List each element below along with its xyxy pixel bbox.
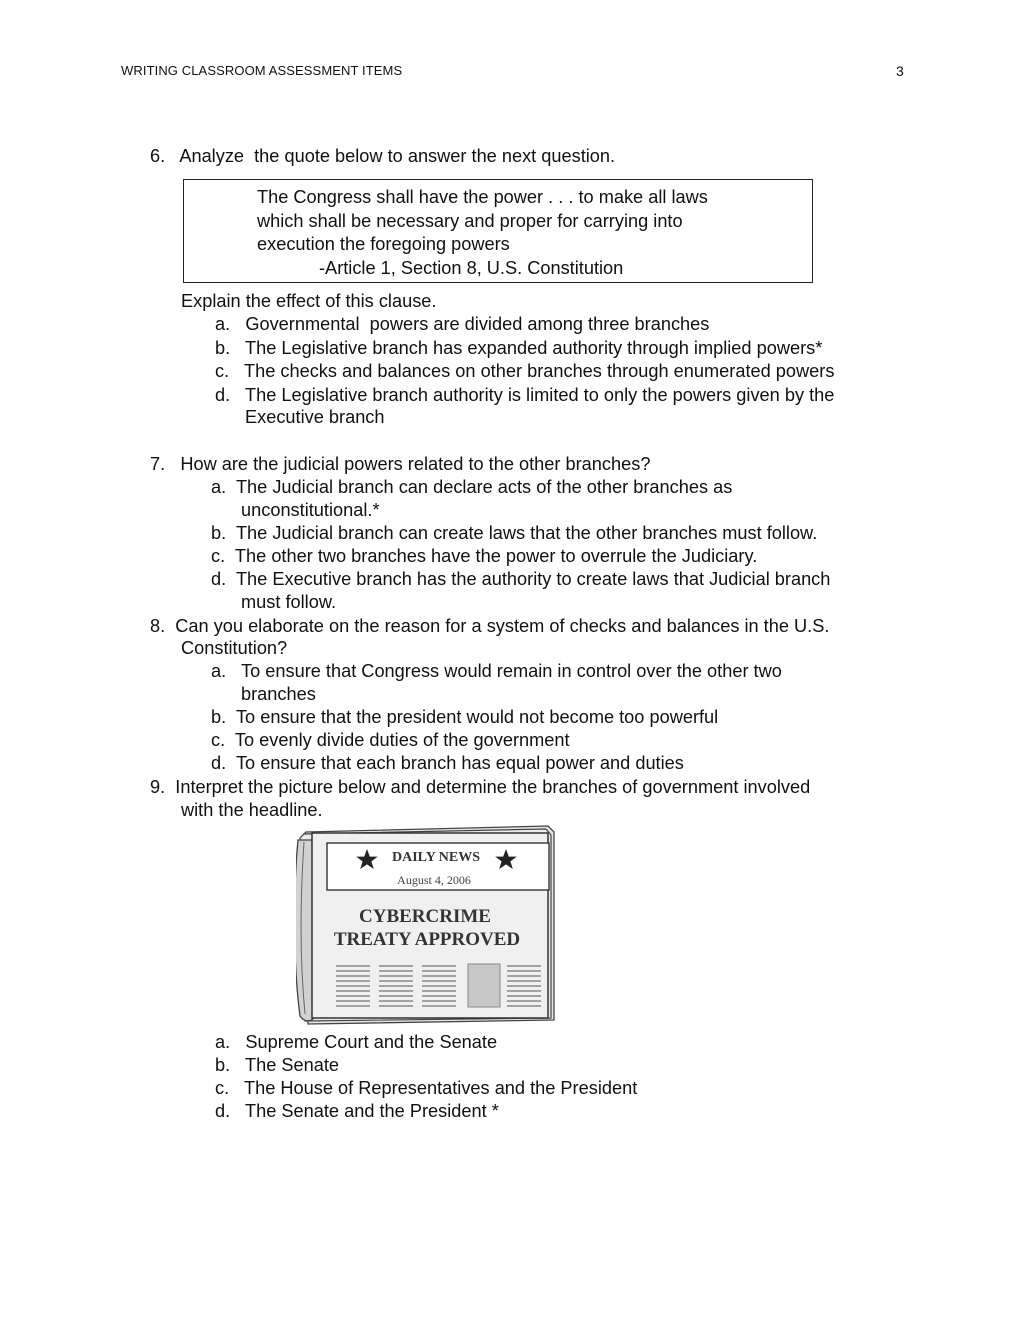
answer-option: b. To ensure that the president would not become too powerful <box>211 707 719 727</box>
question-6-prompt: 6. Analyze the quote below to answer the next question. <box>150 146 616 166</box>
answer-option: c. To evenly divide duties of the government <box>211 730 570 750</box>
answer-option: a. Supreme Court and the Senate <box>215 1032 498 1052</box>
page-number: 3 <box>896 63 904 79</box>
newspaper-photo-placeholder <box>468 964 500 1007</box>
answer-option: a. The Judicial branch can declare acts of the other branches as <box>211 477 733 497</box>
answer-option: d. The Executive branch has the authority to create laws that Judicial branch <box>211 569 831 589</box>
answer-option-continuation: unconstitutional.* <box>241 500 380 520</box>
answer-option: d. The Legislative branch authority is limited to only the powers given by the <box>215 385 835 405</box>
answer-option-continuation: must follow. <box>241 592 337 612</box>
answer-option: c. The House of Representatives and the President <box>215 1078 638 1098</box>
answer-option: d. The Senate and the President * <box>215 1101 499 1121</box>
answer-option: c. The other two branches have the power to overrule the Judiciary. <box>211 546 758 566</box>
question-9-prompt: 9. Interpret the picture below and determine the branches of government involved <box>150 777 811 797</box>
newspaper-headline-line-1: CYBERCRIME <box>359 906 491 927</box>
quote-line: The Congress shall have the power . . . to make all laws <box>257 187 708 207</box>
quote-line: which shall be necessary and proper for carrying into <box>257 211 683 231</box>
quote-box <box>183 179 813 283</box>
question-9-prompt-continuation: with the headline. <box>181 800 323 820</box>
answer-option: b. The Senate <box>215 1055 340 1075</box>
quote-line: execution the foregoing powers <box>257 234 510 254</box>
question-8-prompt: 8. Can you elaborate on the reason for a system of checks and balances in the U.S. <box>150 616 830 636</box>
answer-option-continuation: branches <box>241 684 316 704</box>
question-7-prompt: 7. How are the judicial powers related to the other branches? <box>150 454 651 474</box>
quote-citation: -Article 1, Section 8, U.S. Constitution <box>319 258 624 278</box>
newspaper-illustration <box>296 822 558 1026</box>
question-8-prompt-continuation: Constitution? <box>181 638 288 658</box>
answer-option: a. Governmental powers are divided among three branches <box>215 314 710 334</box>
answer-option-continuation: Executive branch <box>245 407 385 427</box>
newspaper-masthead: DAILY NEWS <box>391 850 481 865</box>
newspaper-date: August 4, 2006 <box>397 873 471 887</box>
page-header-title: WRITING CLASSROOM ASSESSMENT ITEMS <box>121 63 403 78</box>
answer-option: b. The Legislative branch has expanded authority through implied powers* <box>215 338 823 358</box>
question-6-followup: Explain the effect of this clause. <box>181 291 437 311</box>
answer-option: a. To ensure that Congress would remain in control over the other two <box>211 661 782 681</box>
newspaper-headline-line-2: TREATY APPROVED <box>333 929 521 950</box>
answer-option: d. To ensure that each branch has equal power and duties <box>211 753 684 773</box>
answer-option: b. The Judicial branch can create laws that the other branches must follow. <box>211 523 818 543</box>
answer-option: c. The checks and balances on other branches through enumerated powers <box>215 361 835 381</box>
